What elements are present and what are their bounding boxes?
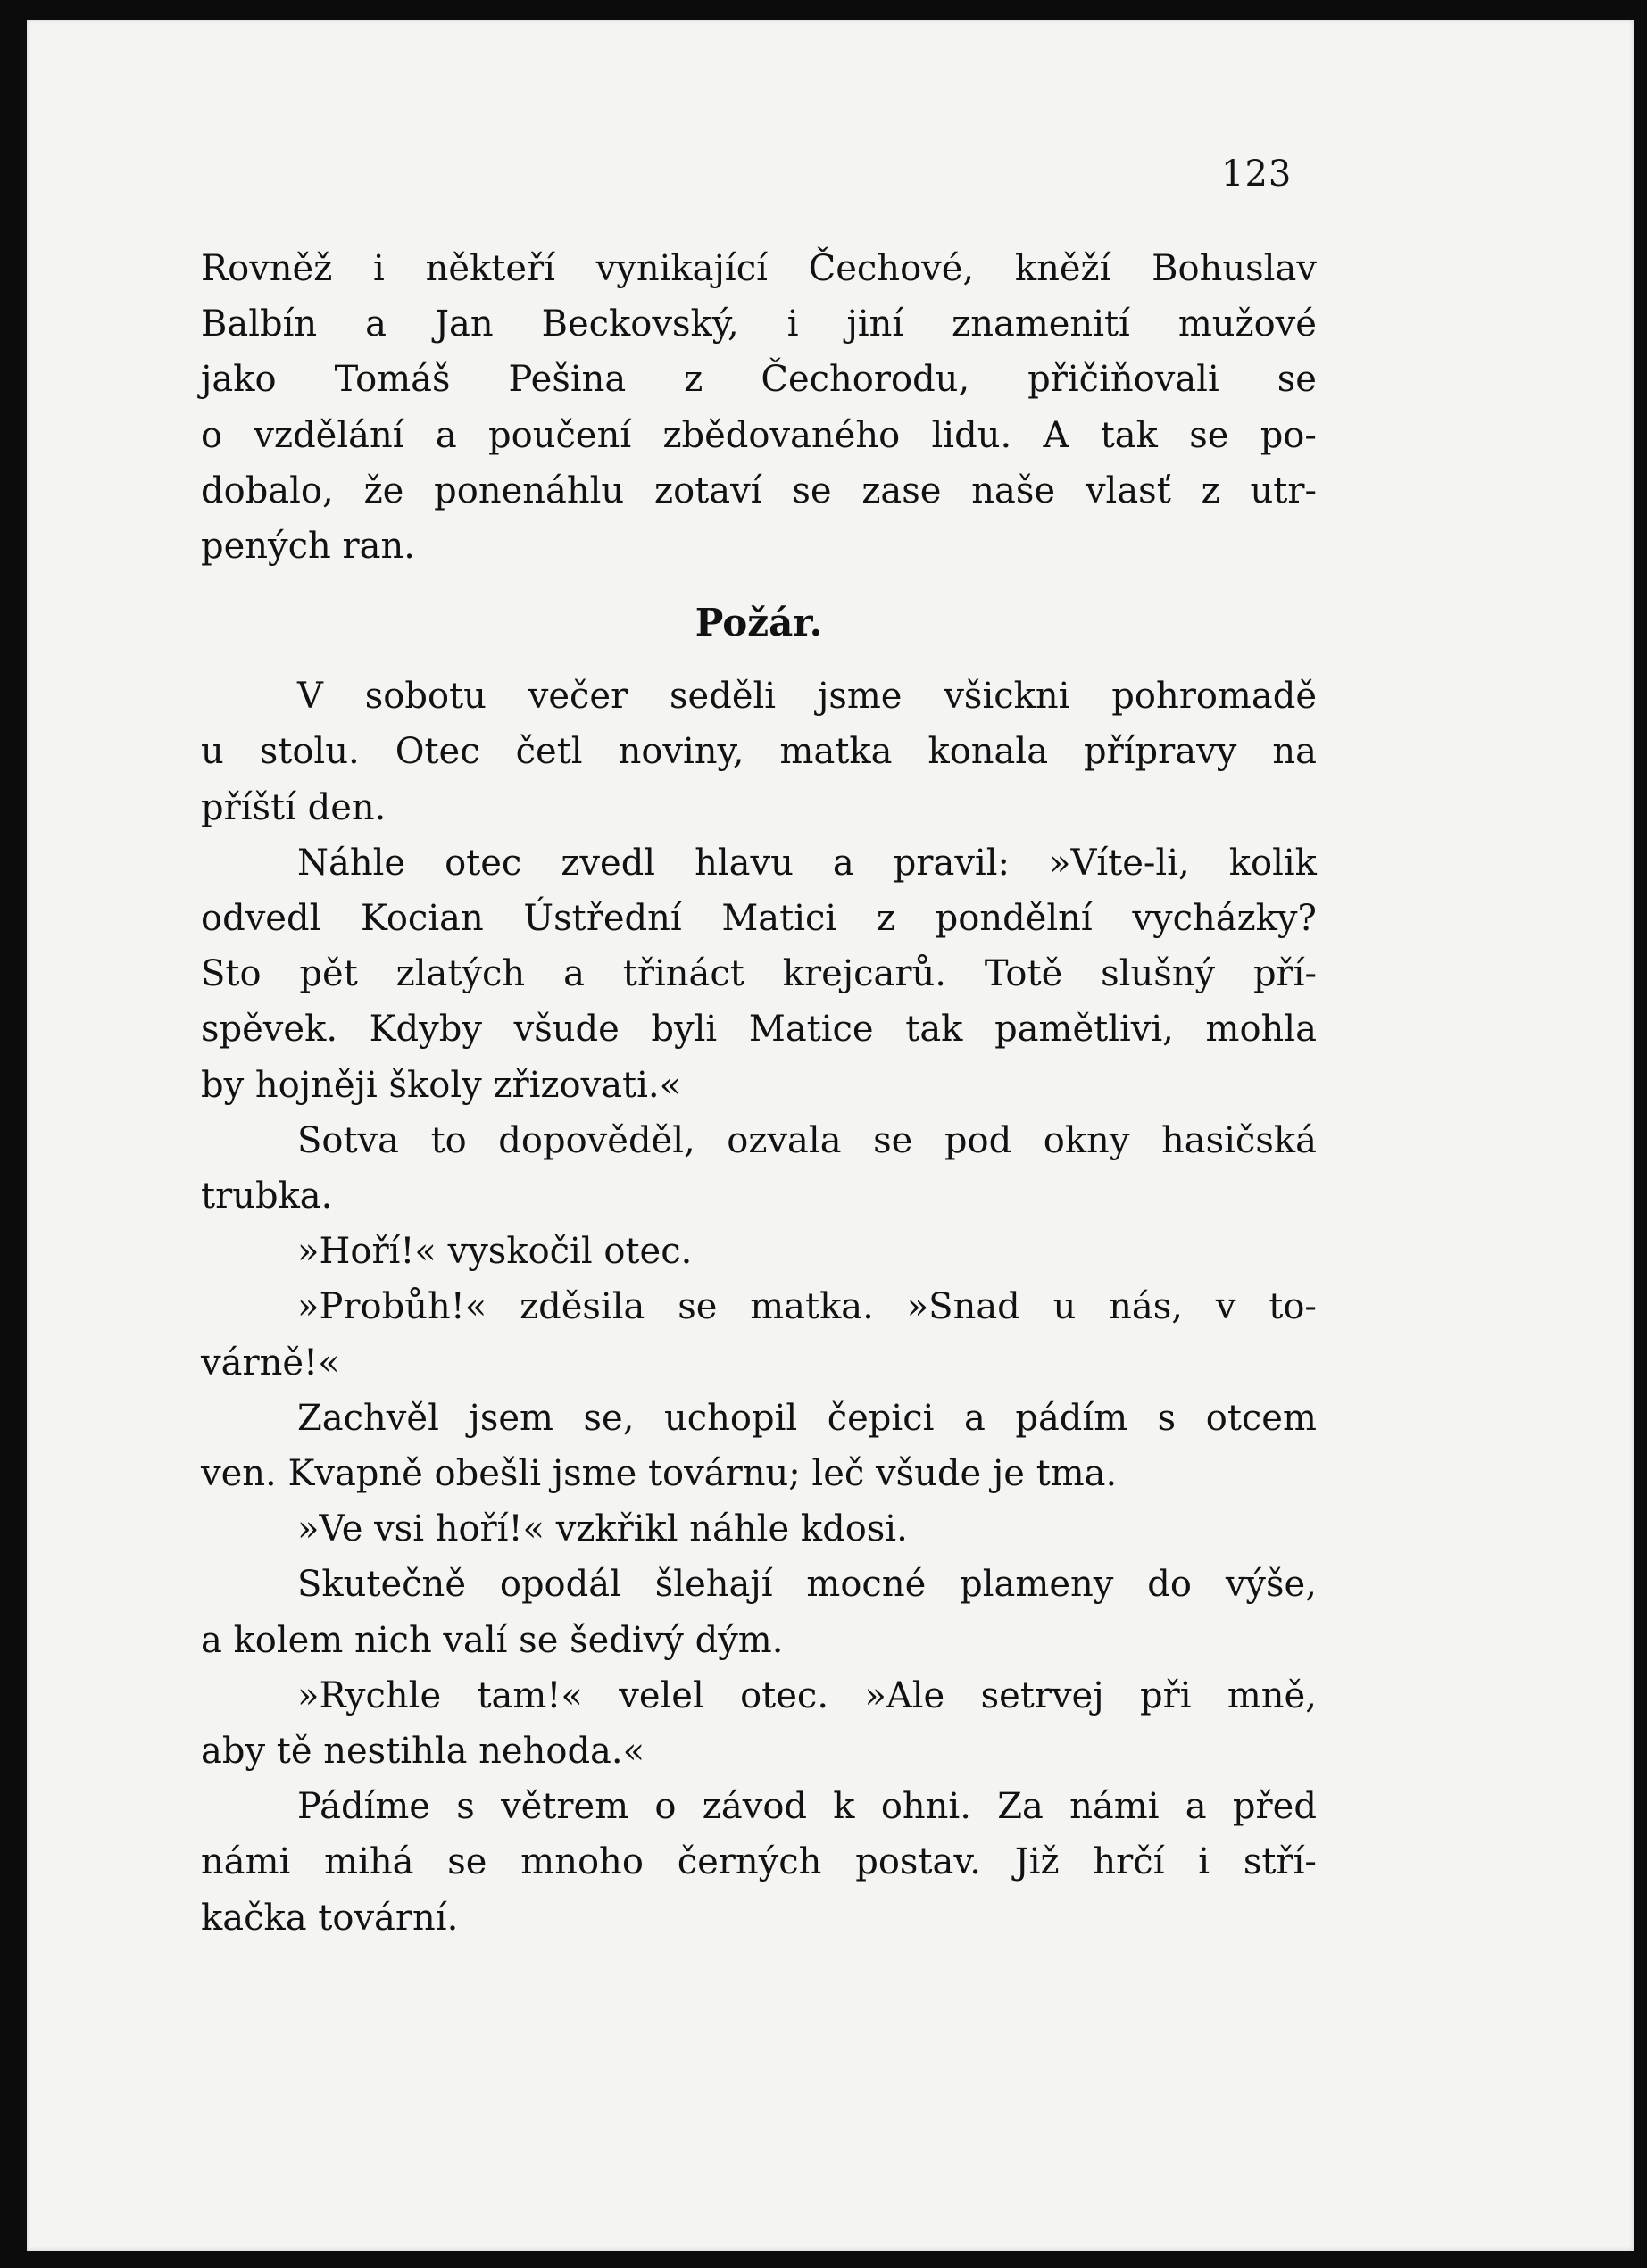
story-line: u stolu. Otec četl noviny, matka konala přípravy na bbox=[201, 731, 1317, 773]
book-page bbox=[27, 20, 1634, 2251]
story-line: námi mihá se mnoho černých postav. Již hrčí i stří- bbox=[201, 1841, 1317, 1883]
story-paragraph bbox=[201, 1391, 1317, 1501]
story-line: Zachvěl jsem se, uchopil čepici a pádím s otcem bbox=[297, 1397, 1317, 1439]
story-line: odvedl Kocian Ústřední Matici z pondělní vycházky? bbox=[201, 898, 1317, 940]
story-paragraph bbox=[201, 669, 1317, 835]
story-paragraph bbox=[201, 835, 1317, 1113]
intro-paragraph bbox=[201, 241, 1317, 574]
story-line: aby tě nestihla nehoda.« bbox=[201, 1731, 645, 1773]
story-line: Sto pět zlatých a třináct krejcarů. Totě slušný pří- bbox=[201, 953, 1317, 995]
story-line: Skutečně opodál šlehají mocné plameny do výše, bbox=[297, 1564, 1317, 1606]
intro-line: Rovněž i někteří vynikající Čechové, kněží Bohuslav bbox=[201, 248, 1317, 289]
story-line: »Rychle tam!« velel otec. »Ale setrvej při mně, bbox=[297, 1674, 1317, 1716]
story-line: »Ve vsi hoří!« vzkřikl náhle kdosi. bbox=[297, 1508, 908, 1550]
story-paragraph bbox=[201, 1501, 1317, 1557]
story-paragraph bbox=[201, 1279, 1317, 1390]
story-line: várně!« bbox=[201, 1342, 340, 1383]
story-line: Pádíme s větrem o závod k ohni. Za námi a před bbox=[297, 1786, 1317, 1828]
story-line: Sotva to dopověděl, ozvala se pod okny hasičská bbox=[297, 1119, 1317, 1161]
story-line: Náhle otec zvedl hlavu a pravil: »Víte-li, kolik bbox=[297, 842, 1317, 884]
intro-line: pených ran. bbox=[201, 526, 415, 568]
story-paragraphs bbox=[201, 669, 1317, 1946]
section-heading: Požár. bbox=[695, 601, 823, 645]
text-column bbox=[201, 241, 1317, 1946]
story-line: V sobotu večer seděli jsme všickni pohromadě bbox=[297, 676, 1317, 718]
intro-line: dobalo, že ponenáhlu zotaví se zase naše vlasť z utr- bbox=[201, 469, 1317, 511]
story-paragraph bbox=[201, 1779, 1317, 1946]
story-line: trubka. bbox=[201, 1176, 333, 1217]
story-line: »Hoří!« vyskočil otec. bbox=[297, 1231, 693, 1273]
story-line: a kolem nich valí se šedivý dým. bbox=[201, 1619, 784, 1661]
intro-line: Balbín a Jan Beckovský, i jiní znamenití mužové bbox=[201, 303, 1317, 345]
story-line: kačka tovární. bbox=[201, 1897, 459, 1939]
story-line: by hojněji školy zřizovati.« bbox=[201, 1064, 682, 1106]
story-paragraph bbox=[201, 1668, 1317, 1779]
story-paragraph bbox=[201, 1224, 1317, 1279]
story-paragraph bbox=[201, 1113, 1317, 1224]
intro-line: o vzdělání a poučení zbědovaného lidu. A tak se po- bbox=[201, 414, 1317, 456]
page-number: 123 bbox=[1221, 154, 1293, 195]
story-line: spěvek. Kdyby všude byli Matice tak pamětlivi, mohla bbox=[201, 1009, 1317, 1051]
story-paragraph bbox=[201, 1557, 1317, 1667]
story-line: příští den. bbox=[201, 786, 387, 828]
intro-line: jako Tomáš Pešina z Čechorodu, přičiňovali se bbox=[201, 359, 1317, 401]
story-line: ven. Kvapně obešli jsme továrnu; leč všude je tma. bbox=[201, 1453, 1118, 1495]
story-line: »Probůh!« zděsila se matka. »Snad u nás, v to- bbox=[297, 1286, 1317, 1328]
